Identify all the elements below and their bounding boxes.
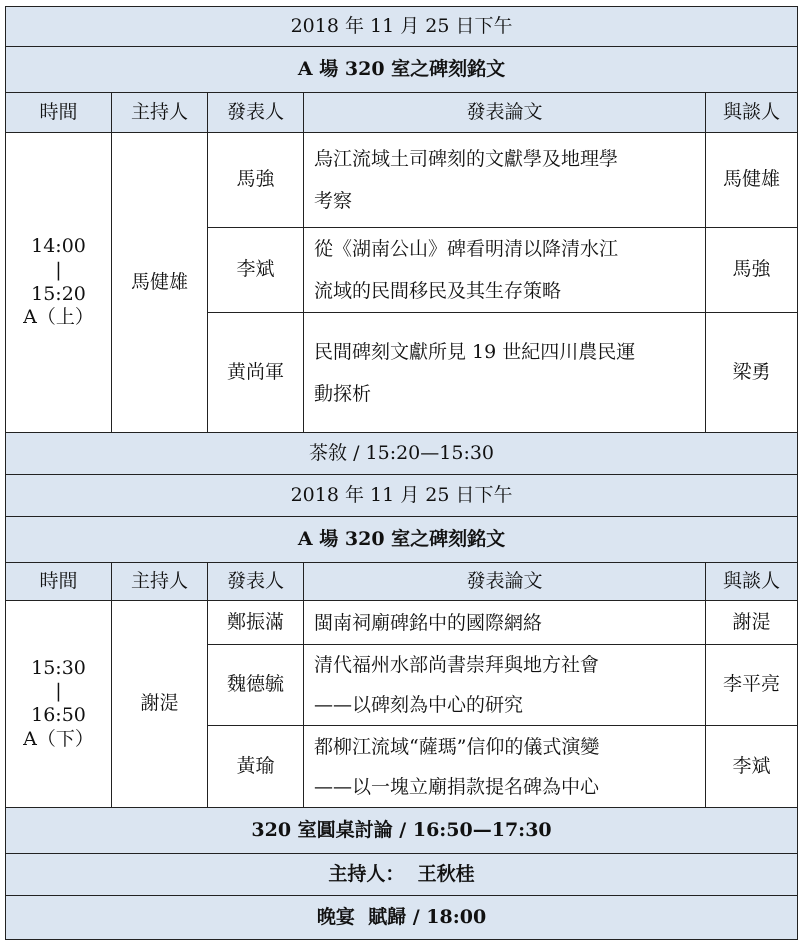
- presenter: 魏德毓: [208, 645, 304, 726]
- header-time: 時間: [6, 563, 112, 601]
- schedule-table: [5, 6, 798, 940]
- header-discussant: 與談人: [706, 563, 798, 601]
- header-paper: 發表論文: [304, 93, 706, 133]
- session1-venue: A 場 320 室之碑刻銘文: [6, 47, 798, 93]
- table-row: [6, 133, 798, 228]
- session2-date: 2018 年 11 月 25 日下午: [6, 475, 798, 517]
- discussant: 馬強: [706, 228, 798, 313]
- session2-date-row: [6, 475, 798, 517]
- dinner-text: 晚宴 賦歸 / 18:00: [6, 896, 798, 940]
- roundtable-host-row: [6, 854, 798, 896]
- session2-header-row: [6, 563, 798, 601]
- header-time: 時間: [6, 93, 112, 133]
- break-text: 茶敘 / 15:20—15:30: [6, 433, 798, 475]
- time-end: 15:20: [31, 282, 86, 305]
- presenter: 李斌: [208, 228, 304, 313]
- paper-title: 閩南祠廟碑銘中的國際網絡: [304, 601, 706, 645]
- session1-venue-row: [6, 47, 798, 93]
- time-part: A（下）: [23, 727, 94, 750]
- session1-time-cell: [6, 133, 112, 433]
- session2-time-cell: [6, 601, 112, 808]
- session1-date-row: [6, 7, 798, 47]
- discussant: 馬健雄: [706, 133, 798, 228]
- time-start: 15:30: [31, 656, 86, 679]
- header-discussant: 與談人: [706, 93, 798, 133]
- header-presenter: 發表人: [208, 93, 304, 133]
- session2-venue-row: [6, 517, 798, 563]
- session1-date: 2018 年 11 月 25 日下午: [6, 7, 798, 47]
- discussant: 李斌: [706, 726, 798, 808]
- discussant: 李平亮: [706, 645, 798, 726]
- discussant: 梁勇: [706, 313, 798, 433]
- paper-title: 都柳江流域“薩瑪”信仰的儀式演變 ——以一塊立廟捐款提名碑為中心: [304, 726, 706, 808]
- time-separator: |: [55, 258, 62, 281]
- header-host: 主持人: [112, 563, 208, 601]
- presenter: 黃瑜: [208, 726, 304, 808]
- paper-title: 清代福州水部尚書崇拜與地方社會 ——以碑刻為中心的研究: [304, 645, 706, 726]
- roundtable-title: 320 室圓桌討論 / 16:50—17:30: [6, 808, 798, 854]
- session2-venue: A 場 320 室之碑刻銘文: [6, 517, 798, 563]
- session1-header-row: [6, 93, 798, 133]
- table-row: [6, 601, 798, 645]
- header-paper: 發表論文: [304, 563, 706, 601]
- dinner-row: [6, 896, 798, 940]
- paper-title: 烏江流域土司碑刻的文獻學及地理學 考察: [304, 133, 706, 228]
- session2-host: 謝湜: [112, 601, 208, 808]
- roundtable-row: [6, 808, 798, 854]
- roundtable-host: 主持人： 王秋桂: [6, 854, 798, 896]
- presenter: 鄭振滿: [208, 601, 304, 645]
- header-presenter: 發表人: [208, 563, 304, 601]
- header-host: 主持人: [112, 93, 208, 133]
- time-end: 16:50: [31, 704, 86, 726]
- presenter: 馬強: [208, 133, 304, 228]
- discussant: 謝湜: [706, 601, 798, 645]
- time-separator: |: [55, 680, 62, 703]
- break-row: [6, 433, 798, 475]
- time-part: A（上）: [23, 306, 94, 329]
- presenter: 黄尚軍: [208, 313, 304, 433]
- paper-title: 從《湖南公山》碑看明清以降清水江 流域的民間移民及其生存策略: [304, 228, 706, 313]
- time-start: 14:00: [31, 235, 86, 257]
- paper-title: 民間碑刻文獻所見 19 世紀四川農民運 動探析: [304, 313, 706, 433]
- session1-host: 馬健雄: [112, 133, 208, 433]
